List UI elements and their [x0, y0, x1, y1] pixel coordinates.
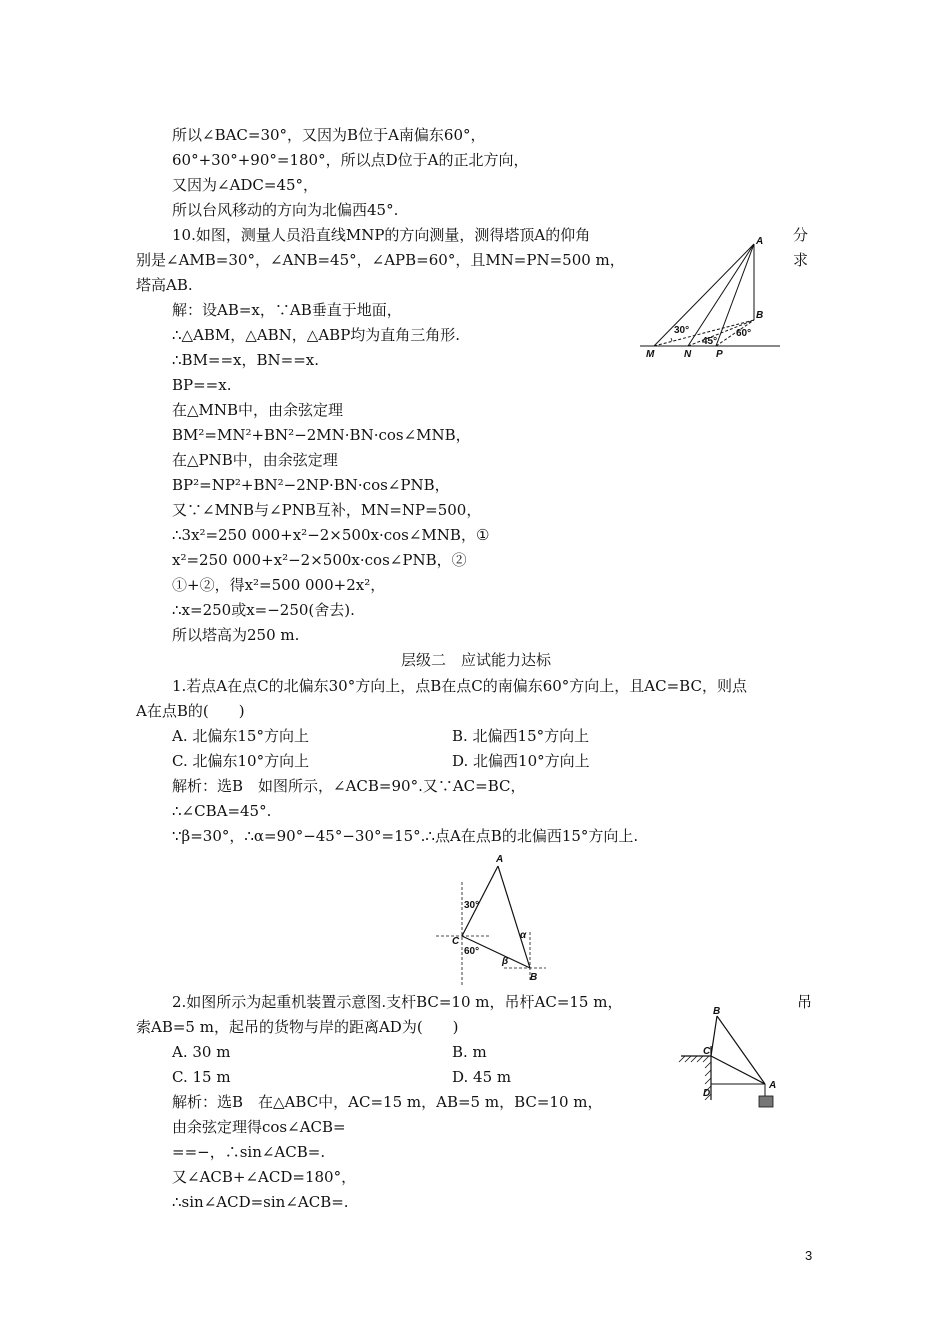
label-B: B	[756, 310, 764, 321]
angle-60: 60°	[736, 328, 752, 339]
angle-beta: β	[502, 956, 509, 967]
text-line: 解：设AB=x，∵AB垂直于地面，	[172, 301, 402, 319]
option-d: D. 北偏西10°方向上	[452, 752, 590, 770]
side-char: 求	[793, 251, 809, 269]
problem-1-title: 1.若点A在点C的北偏东30°方向上，点B在点C的南偏东60°方向上，且AC=BC，则点	[172, 677, 747, 695]
label-A: A	[769, 1080, 777, 1091]
label-C: C	[452, 936, 460, 947]
text-line: x²=250 000+x²−2×500x·cos∠PNB，②	[172, 551, 467, 569]
text-line: 所以台风移动的方向为北偏西45°.	[172, 201, 399, 219]
text-line: 解析：选B 如图所示，∠ACB=90°.又∵AC=BC，	[172, 777, 526, 795]
option-d: D. 45 m	[452, 1068, 512, 1086]
text-line: ∴x=250或x=−250(舍去).	[172, 601, 355, 619]
tower-figure	[638, 232, 783, 360]
page-number: 3	[805, 1248, 813, 1263]
section-heading: 层级二 应试能力达标	[400, 651, 551, 669]
option-b: B. m	[452, 1043, 487, 1061]
angle-alpha: α	[520, 930, 527, 941]
crane-figure	[675, 1004, 790, 1110]
angle-60: 60°	[464, 946, 480, 957]
text-line: ∴△ABM，△ABN，△ABP均为直角三角形.	[172, 326, 461, 344]
text-line: 所以塔高为250 m.	[172, 626, 300, 644]
angle-30: 30°	[464, 900, 480, 911]
text-line: 别是∠AMB=30°，∠ANB=45°，∠APB=60°，且MN=PN=500 m，	[136, 251, 625, 269]
angle-30: 30°	[674, 325, 690, 336]
text-line: 又因为∠ADC=45°，	[172, 176, 319, 194]
label-A: A	[756, 236, 764, 247]
label-B: B	[713, 1006, 721, 1017]
text-line: BP²=NP²+BN²−2NP·BN·cos∠PNB，	[172, 476, 450, 494]
label-B: B	[530, 972, 538, 983]
text-line: 又∠ACB+∠ACD=180°，	[172, 1168, 357, 1186]
text-line: ∴3x²=250 000+x²−2×500x·cos∠MNB，①	[172, 526, 490, 544]
text-line: ∴BM==x，BN==x.	[172, 351, 320, 369]
option-b: B. 北偏西15°方向上	[452, 727, 590, 745]
option-c: C. 15 m	[172, 1068, 231, 1086]
text-line: 解析：选B 在△ABC中，AC=15 m，AB=5 m，BC=10 m，	[172, 1093, 603, 1111]
option-a: A. 30 m	[172, 1043, 231, 1061]
text-line: A在点B的( )	[136, 702, 245, 720]
label-D: D	[703, 1088, 711, 1099]
option-a: A. 北偏东15°方向上	[172, 727, 309, 745]
text-line: ∴∠CBA=45°.	[172, 802, 272, 820]
label-A: A	[496, 854, 504, 865]
text-line: ==−，∴sin∠ACB=.	[172, 1143, 326, 1161]
text-line: 在△PNB中，由余弦定理	[172, 451, 338, 469]
text-line: 又∵∠MNB与∠PNB互补，MN=NP=500，	[172, 501, 482, 519]
label-M: M	[646, 349, 655, 360]
label-P: P	[716, 349, 723, 360]
text-line: 索AB=5 m，起吊的货物与岸的距离AD为( )	[136, 1018, 459, 1036]
text-line: ∵β=30°，∴α=90°−45°−30°=15°.∴点A在点B的北偏西15°方向上.	[172, 827, 639, 845]
text-line: BM²=MN²+BN²−2MN·BN·cos∠MNB，	[172, 426, 471, 444]
direction-figure	[434, 852, 554, 986]
text-line: BP==x.	[172, 376, 232, 394]
side-char: 分	[793, 226, 809, 244]
label-C: C	[703, 1046, 711, 1057]
angle-45: 45°	[702, 336, 718, 347]
text-line: ∴sin∠ACD=sin∠ACB=.	[172, 1193, 349, 1211]
side-char: 吊	[797, 993, 813, 1011]
text-line: 由余弦定理得cos∠ACB=	[172, 1118, 346, 1136]
text-line: 在△MNB中，由余弦定理	[172, 401, 344, 419]
text-line: 塔高AB.	[136, 276, 193, 294]
option-c: C. 北偏东10°方向上	[172, 752, 310, 770]
label-N: N	[684, 349, 692, 360]
text-line: ①+②，得x²=500 000+2x²，	[172, 576, 386, 594]
problem-2-title: 2.如图所示为起重机装置示意图.支杆BC=10 m，吊杆AC=15 m，	[172, 993, 623, 1011]
problem-10-title: 10.如图，测量人员沿直线MNP的方向测量，测得塔顶A的仰角	[172, 226, 591, 244]
text-line: 60°+30°+90°=180°，所以点D位于A的正北方向，	[172, 151, 529, 169]
text-line: 所以∠BAC=30°，又因为B位于A南偏东60°，	[172, 126, 486, 144]
